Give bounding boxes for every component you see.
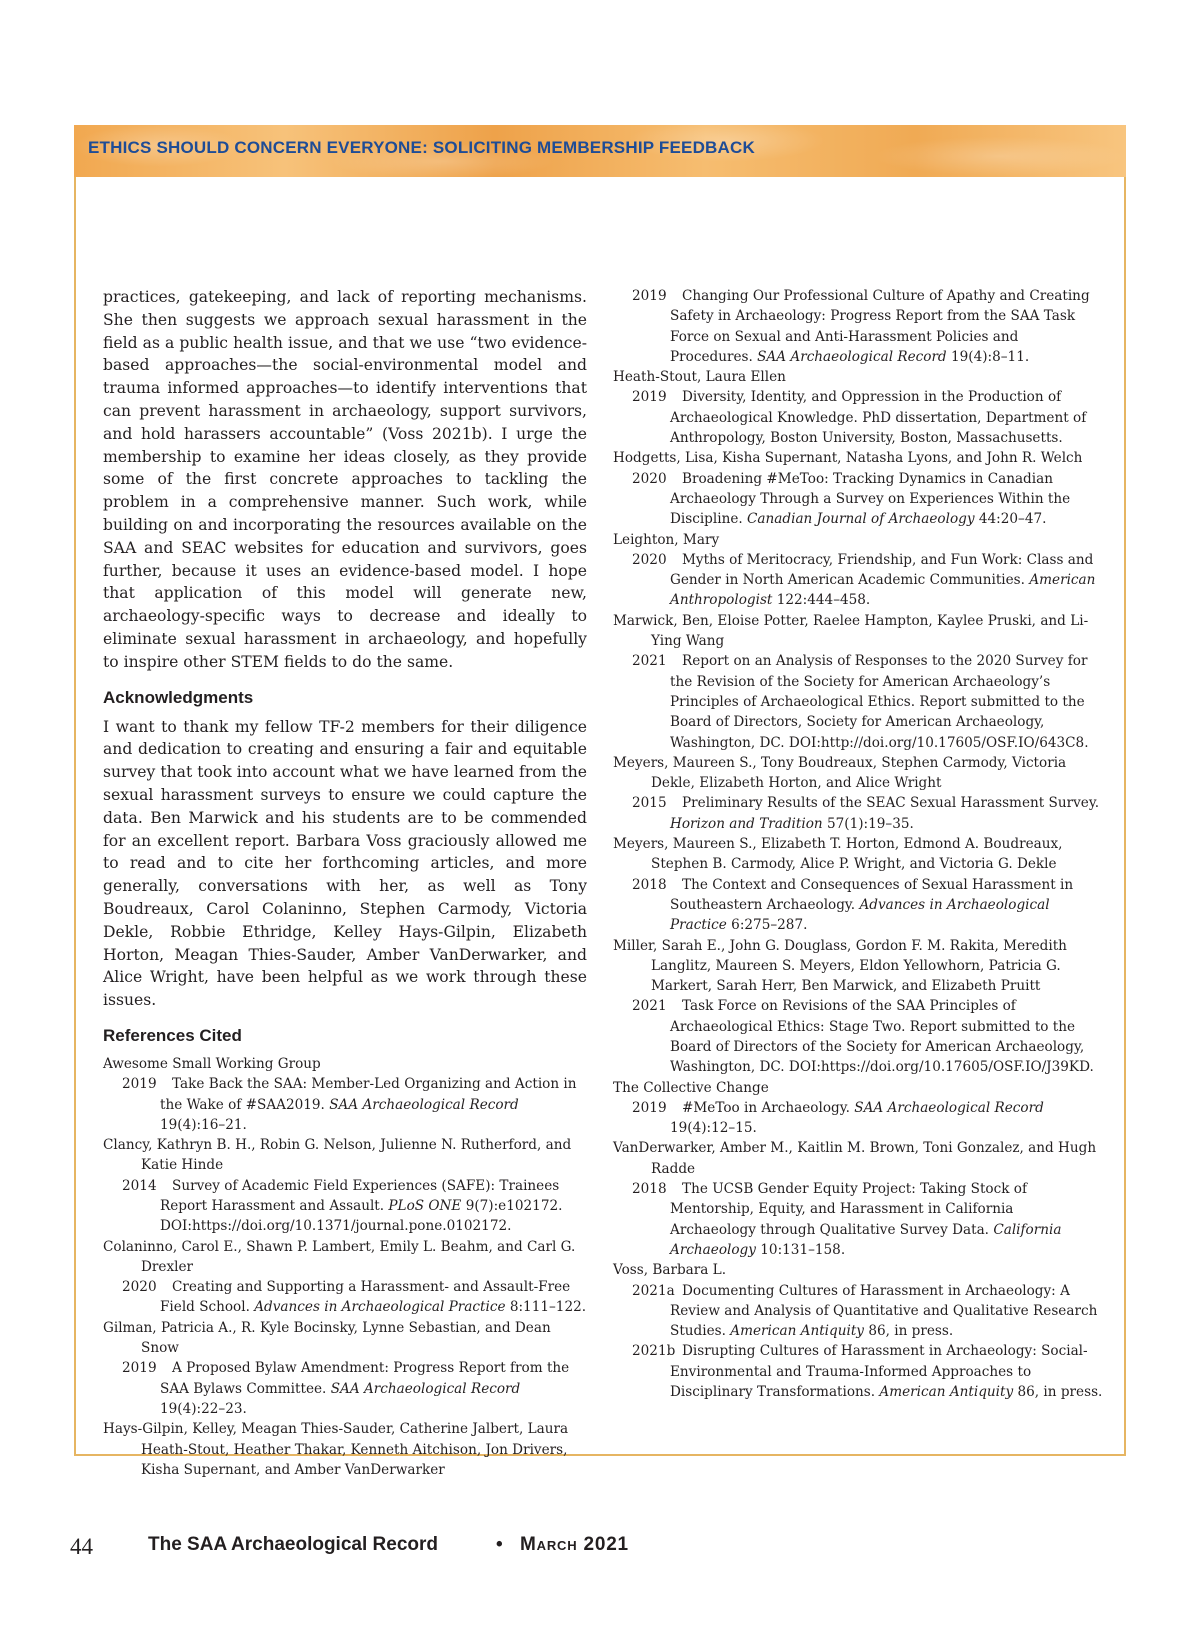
reference-entry	[632, 793, 1103, 834]
reference-year: 2015	[632, 795, 667, 812]
reference-author: Hodgetts, Lisa, Kisha Supernant, Natasha Lyons, and John R. Welch	[613, 450, 1083, 467]
reference-title: Documenting Cultures of Harassment in Archaeology: A Review and Analysis of Quantitative and Qualitative Research Studies.	[670, 1282, 1098, 1340]
reference-title: Diversity, Identity, and Oppression in the Production of Archaeological Knowledge. PhD dissertation, Department of Anthropology, Boston University, Boston, Massachusetts.	[670, 389, 1087, 447]
reference-journal: American Anthropologist	[670, 572, 1096, 609]
reference-journal: Canadian Journal of Archaeology	[747, 511, 975, 528]
reference-author: Marwick, Ben, Eloise Potter, Raelee Hampton, Kaylee Pruski, and Li-Ying Wang	[613, 612, 1089, 650]
reference-journal: PLoS ONE	[388, 1197, 462, 1214]
reference-title: A Proposed Bylaw Amendment: Progress Report from the SAA Bylaws Committee.	[160, 1360, 570, 1397]
reference-author: Gilman, Patricia A., R. Kyle Bocinsky, Lynne Sebastian, and Dean Snow	[103, 1319, 551, 1357]
reference-title: Creating and Supporting a Harassment- and Assault-Free Field School.	[160, 1279, 571, 1316]
reference-year: 2020	[122, 1279, 157, 1296]
reference-author: Colaninno, Carol E., Shawn P. Lambert, Emily L. Beahm, and Carl G. Drexler	[103, 1238, 576, 1275]
reference-citation: 122:444–458.	[776, 592, 871, 609]
reference-year: 2021	[632, 998, 667, 1015]
reference-entry	[632, 1179, 1103, 1260]
reference-year: 2018	[632, 1181, 667, 1198]
references-list-right	[613, 286, 1103, 1402]
reference-citation: 9(7):e102172. DOI:https://doi.org/10.1371/journal.pone.0102172.	[160, 1197, 563, 1235]
page-number: 44	[70, 1534, 93, 1559]
reference-entry	[632, 1281, 1103, 1342]
reference-author: Leighton, Mary	[613, 531, 720, 548]
reference-title: Myths of Meritocracy, Friendship, and Fun Work: Class and Gender in North American Academic Communities.	[670, 551, 1094, 589]
reference-title: Survey of Academic Field Experiences (SAFE): Trainees Report Harassment and Assault.	[160, 1177, 560, 1214]
reference-journal: American Antiquity	[730, 1323, 864, 1340]
reference-journal: SAA Archaeological Record	[330, 1380, 521, 1397]
reference-author: Heath-Stout, Laura Ellen	[613, 369, 786, 386]
reference-author: Meyers, Maureen S., Elizabeth T. Horton, Edmond A. Boudreaux, Stephen B. Carmody, Alice P. Wright, and Victoria G. Dekle	[613, 836, 1063, 873]
references-heading: References Cited	[103, 1025, 242, 1045]
reference-citation: 6:275–287.	[731, 917, 808, 934]
reference-entry	[632, 996, 1103, 1077]
reference-citation: 57(1):19–35.	[827, 815, 914, 832]
reference-citation: 19(4):12–15.	[670, 1120, 757, 1137]
reference-entry	[122, 1358, 587, 1419]
reference-citation: 10:131–158.	[760, 1241, 846, 1258]
reference-entry	[122, 1176, 587, 1237]
reference-citation: 86, in press.	[868, 1323, 954, 1340]
section-title: ETHICS SHOULD CONCERN EVERYONE: SOLICITING MEMBERSHIP FEEDBACK	[88, 138, 755, 157]
reference-year: 2014	[122, 1177, 157, 1194]
reference-title: Disrupting Cultures of Harassment in Archaeology: Social-Environmental and Trauma-Informed Approaches to Disciplinary Transformations.	[670, 1343, 1088, 1401]
reference-year: 2021b	[632, 1343, 676, 1360]
journal-name: The SAA Archaeological Record	[148, 1534, 438, 1555]
reference-title: Preliminary Results of the SEAC Sexual Harassment Survey.	[682, 795, 1100, 812]
reference-citation: 86, in press.	[1017, 1384, 1103, 1401]
reference-year: 2019	[632, 288, 667, 304]
reference-year: 2019	[632, 1099, 667, 1116]
right-column	[613, 286, 1103, 1402]
reference-author: The Collective Change	[613, 1079, 769, 1096]
reference-author: VanDerwarker, Amber M., Kaitlin M. Brown, Toni Gonzalez, and Hugh Radde	[613, 1140, 1097, 1177]
reference-entry	[632, 469, 1103, 530]
reference-title: Report on an Analysis of Responses to the 2020 Survey for the Revision of the Society for American Archaeology’s Principles of Archaeological Ethics. Report submitted to the Board of Directors, Society for American Archaeology, Washington, DC. DOI:http://doi.org/10.17605/OSF.IO/643C8.	[670, 653, 1089, 751]
reference-title: The Context and Consequences of Sexual Harassment in Southeastern Archaeology.	[670, 876, 1074, 913]
acknowledgments-heading: Acknowledgments	[103, 687, 254, 707]
reference-journal: California Archaeology	[670, 1221, 1062, 1258]
reference-journal: SAA Archaeological Record	[854, 1099, 1044, 1116]
reference-citation: 8:111–122.	[509, 1299, 587, 1316]
body-paragraph: practices, gatekeeping, and lack of reporting mechanisms. She then suggests we approach sexual harassment in the field as a public health issue, and that we use “two evidence-based approaches—the social-environmental model and trauma informed approaches—to identify interventions that can prevent harassment in archaeology, support survivors, and hold harassers accountable” (Voss 2021b). I urge the membership to examine her ideas closely, as they provide some of the first concrete approaches to tackling the problem in a comprehensive manner. Such work, while building on and incorporating the resources available on the SAA and SEAC websites for education and survivors, goes further, because it uses an evidence-based model. I hope that application of this model will generate new, archaeology-specific ways to decrease and ideally to eliminate sexual harassment in archaeology, and hopefully to inspire other STEM fields to do the same.	[103, 288, 587, 671]
reference-year: 2021a	[632, 1282, 675, 1299]
reference-author: Miller, Sarah E., John G. Douglass, Gordon F. M. Rakita, Meredith Langlitz, Maureen S. Meyers, Eldon Yellowhorn, Patricia G. Markert, Sarah Herr, Ben Marwick, and Elizabeth Pruitt	[613, 937, 1067, 995]
issue-date: March 2021	[520, 1534, 629, 1555]
left-column	[103, 286, 587, 1480]
reference-entry	[632, 550, 1103, 611]
reference-year: 2019	[632, 389, 667, 406]
reference-year: 2019	[122, 1076, 157, 1093]
reference-author: Hays-Gilpin, Kelley, Meagan Thies-Sauder, Catherine Jalbert, Laura Heath-Stout, Heather Thakar, Kenneth Aitchison, Jon Drivers, Kisha Supernant, and Amber VanDerwarker	[103, 1421, 569, 1478]
reference-author: Clancy, Kathryn B. H., Robin G. Nelson, Julienne N. Rutherford, and Katie Hinde	[103, 1137, 572, 1174]
reference-title: Take Back the SAA: Member-Led Organizing and Action in the Wake of #SAA2019.	[160, 1076, 577, 1113]
footer-bullet: •	[496, 1534, 503, 1555]
reference-entry	[632, 875, 1103, 936]
reference-title: Task Force on Revisions of the SAA Principles of Archaeological Ethics: Stage Two. Report submitted to the Board of Directors of the Society for American Archaeology, Washington, DC. DOI:https://doi.org/10.17605/OSF.IO/J39KD.	[670, 998, 1094, 1076]
reference-entry	[122, 1074, 587, 1135]
reference-journal: SAA Archaeological Record	[329, 1096, 519, 1113]
reference-journal: American Antiquity	[879, 1384, 1014, 1401]
reference-entry	[632, 387, 1103, 448]
reference-title: #MeToo in Archaeology.	[682, 1099, 855, 1116]
reference-entry	[122, 1277, 587, 1318]
reference-title: Broadening #MeToo: Tracking Dynamics in Canadian Archaeology Through a Survey on Experiences Within the Discipline.	[670, 470, 1071, 528]
reference-author: Awesome Small Working Group	[103, 1055, 321, 1072]
reference-year: 2018	[632, 876, 667, 893]
reference-journal: Advances in Archaeological Practice	[254, 1299, 506, 1316]
section-banner	[74, 125, 1126, 177]
reference-year: 2019	[122, 1360, 157, 1377]
references-list-left	[103, 1054, 587, 1480]
reference-journal: SAA Archaeological Record	[757, 348, 947, 365]
reference-entry	[632, 286, 1103, 367]
reference-title: Changing Our Professional Culture of Apathy and Creating Safety in Archaeology: Progress Report from the SAA Task Force on Sexual and Anti-Harassment Policies and Procedures.	[670, 288, 1090, 365]
reference-year: 2020	[632, 551, 667, 568]
reference-journal: Advances in Archaeological Practice	[670, 896, 1050, 934]
reference-citation: 19(4):8–11.	[950, 348, 1030, 365]
reference-title: The UCSB Gender Equity Project: Taking Stock of Mentorship, Equity, and Harassment in California Archaeology through Qualitative Survey Data.	[670, 1181, 1027, 1238]
reference-entry	[632, 1098, 1103, 1139]
reference-author: Voss, Barbara L.	[613, 1262, 727, 1279]
reference-entry	[632, 651, 1103, 752]
reference-year: 2020	[632, 470, 667, 487]
reference-citation: 19(4):22–23.	[160, 1400, 247, 1417]
acknowledgments-text: I want to thank my fellow TF-2 members for their diligence and dedication to creating and ensuring a fair and equitable survey that took into account what we have learned from the sexual harassment surveys to ensure we could capture the data. Ben Marwick and his students are to be commended for an excellent report. Barbara Voss graciously allowed me to read and to cite her forthcoming articles, and more generally, conversations with her, as well as Tony Boudreaux, Carol Colaninno, Stephen Carmody, Victoria Dekle, Robbie Ethridge, Kelley Hays-Gilpin, Elizabeth Horton, Meagan Thies-Sauder, Amber VanDerwarker, and Alice Wright, have been helpful as we work through these issues.	[103, 717, 587, 1010]
reference-author: Meyers, Maureen S., Tony Boudreaux, Stephen Carmody, Victoria Dekle, Elizabeth Horton, and Alice Wright	[613, 754, 1067, 792]
reference-year: 2021	[632, 653, 667, 670]
reference-journal: Horizon and Tradition	[670, 815, 823, 832]
reference-citation: 44:20–47.	[978, 511, 1047, 528]
reference-entry	[632, 1341, 1103, 1402]
reference-citation: 19(4):16–21.	[160, 1116, 247, 1133]
